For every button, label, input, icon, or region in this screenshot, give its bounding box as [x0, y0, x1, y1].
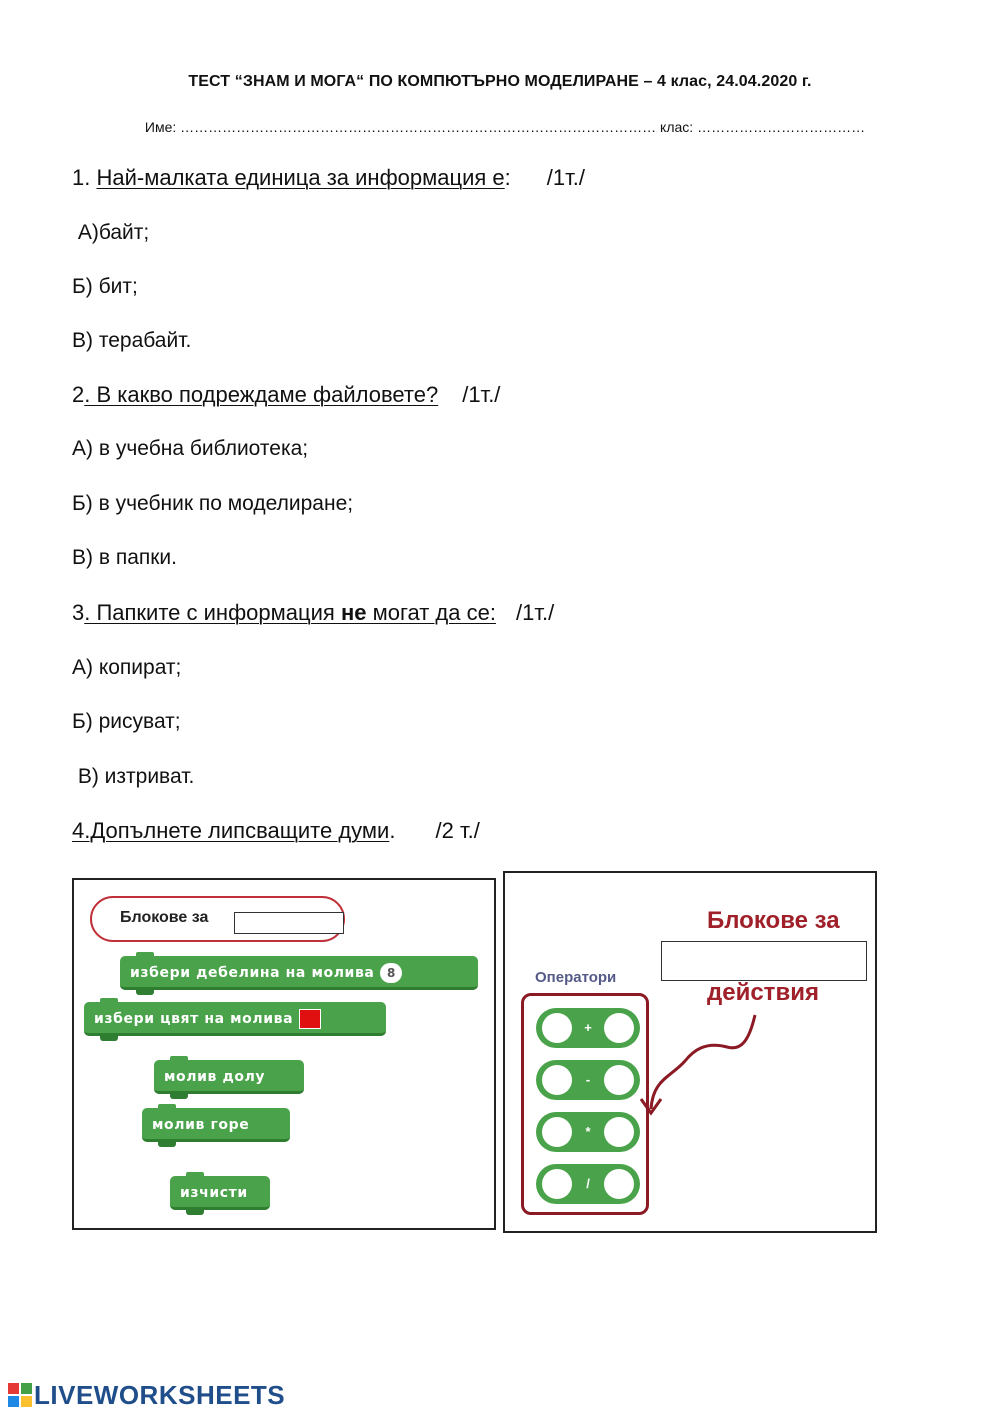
question-1 — [72, 165, 585, 191]
question-2 — [72, 382, 500, 408]
question-3-number: 3 — [72, 600, 85, 625]
pen-color-swatch — [299, 1009, 321, 1029]
name-class-line: Име: ………………………………………………………………………………………… клас: ……………………………… — [144, 119, 866, 135]
block-pen-color-label: избери цвят на молива — [94, 1011, 294, 1027]
block-clear — [170, 1176, 270, 1210]
block-pen-down — [154, 1060, 304, 1094]
question-3-text-after: могат да се: — [366, 600, 496, 625]
block-pen-size — [120, 956, 478, 990]
test-title: ТЕСТ “ЗНАМ И МОГА“ ПО КОМПЮТЪРНО МОДЕЛИРАНЕ – 4 клас, 24.04.2020 г. — [188, 73, 812, 90]
operator-multiply-symbol: * — [585, 1124, 591, 1139]
pointer-arrow-icon — [505, 873, 877, 1233]
blocks-label-right: Блокове за — [707, 907, 840, 934]
answer-3a[interactable]: А) копират; — [72, 656, 182, 679]
block-clear-label: изчисти — [180, 1185, 248, 1201]
pen-size-value: 8 — [380, 963, 402, 983]
question-3 — [72, 600, 554, 626]
block-pen-up — [142, 1108, 290, 1142]
question-1-colon: : — [504, 165, 511, 190]
operators-picture — [503, 871, 877, 1233]
answer-2a[interactable]: А) в учебна библиотека; — [72, 437, 309, 460]
block-pen-color — [84, 1002, 386, 1036]
answer-1b[interactable]: Б) бит; — [72, 275, 138, 298]
question-2-number: 2 — [72, 382, 85, 407]
question-2-points: /1т./ — [462, 382, 501, 407]
brand-name: LIVEWORKSHEETS — [34, 1380, 286, 1410]
block-pen-size-label: избери дебелина на молива — [130, 965, 375, 981]
question-4-points: /2 т./ — [435, 818, 480, 843]
question-3-points: /1т./ — [515, 600, 555, 625]
answer-1a[interactable]: А)байт; — [72, 221, 150, 244]
question-1-points: /1т./ — [546, 165, 586, 190]
answer-3c[interactable]: В) изтриват. — [72, 765, 195, 788]
answer-1c[interactable]: В) терабайт. — [72, 329, 192, 352]
operator-add-symbol: + — [584, 1020, 592, 1035]
question-4 — [72, 818, 480, 844]
operator-subtract-symbol: - — [585, 1072, 591, 1087]
operator-divide-symbol: / — [586, 1176, 590, 1191]
question-3-text-bold: не — [340, 600, 367, 625]
liveworksheets-logo-icon — [8, 1383, 32, 1407]
blocks-label-left: Блокове за — [120, 909, 209, 926]
question-2-text: . В какво подреждаме файловете? — [84, 382, 439, 407]
answer-2b[interactable]: Б) в учебник по моделиране; — [72, 492, 354, 515]
question-4-period: . — [389, 818, 396, 843]
operators-category-label: Оператори — [535, 969, 617, 986]
answer-3b[interactable]: Б) рисуват; — [72, 710, 181, 733]
block-pen-down-label: молив долу — [164, 1069, 266, 1085]
answer-input-left[interactable] — [234, 912, 344, 934]
question-1-number: 1. — [72, 165, 97, 190]
block-pen-up-label: молив горе — [152, 1117, 250, 1133]
question-3-text-before: . Папките с информация — [84, 600, 341, 625]
actions-label: действия — [707, 979, 819, 1006]
liveworksheets-logo — [8, 1380, 285, 1411]
answer-2c[interactable]: В) в папки. — [72, 546, 177, 569]
pen-blocks-picture — [72, 878, 496, 1230]
question-4-text: 4.Допълнете липсващите думи — [72, 818, 390, 843]
question-1-text: Най-малката единица за информация е — [96, 165, 505, 190]
